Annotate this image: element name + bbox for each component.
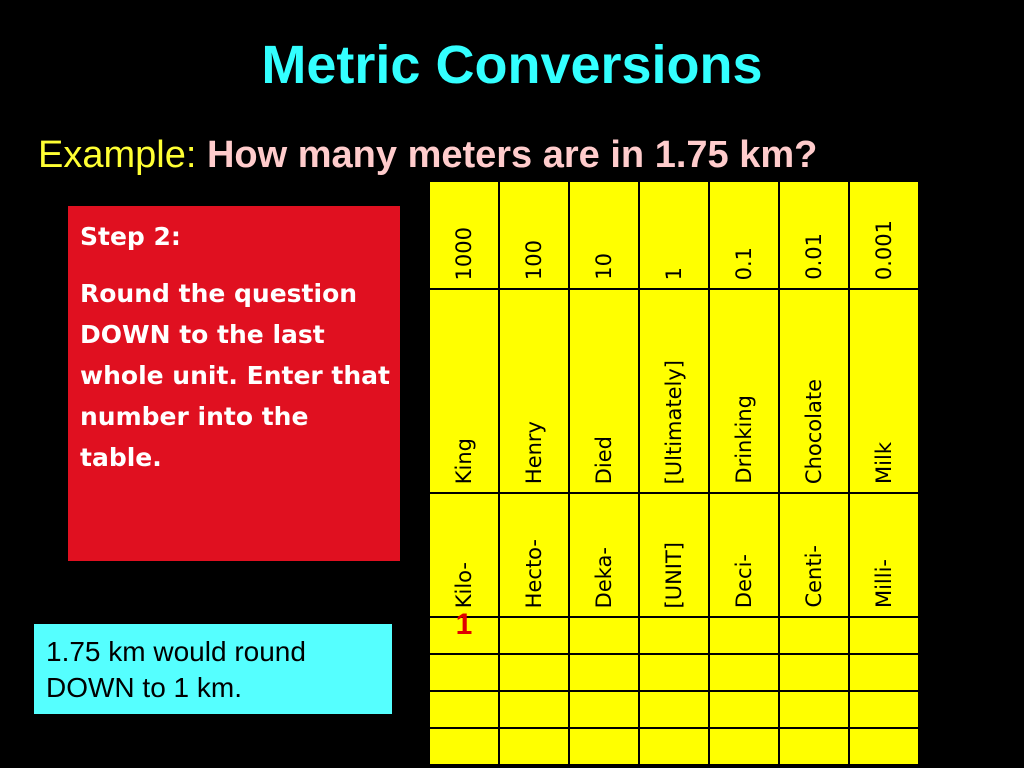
prefix-cell	[849, 493, 919, 617]
entry-cell[interactable]	[429, 691, 499, 728]
prefix-text: [UNIT]	[662, 541, 686, 608]
value-text: 0.01	[802, 233, 826, 280]
entry-cell[interactable]	[429, 608, 499, 654]
entry-cell[interactable]	[639, 728, 709, 765]
mnemonic-cell	[429, 289, 499, 493]
entry-cell[interactable]	[849, 617, 919, 654]
entry-cell[interactable]	[849, 728, 919, 765]
value-text: 1	[662, 266, 686, 280]
prefix-row	[429, 493, 919, 617]
value-text: 0.001	[872, 219, 896, 280]
prefix-cell	[709, 493, 779, 617]
entry-cell[interactable]	[499, 617, 569, 654]
prefix-text: Hecto-	[522, 538, 546, 608]
mnemonic-cell	[569, 289, 639, 493]
entry-cell[interactable]	[779, 691, 849, 728]
value-cell	[639, 181, 709, 289]
prefix-cell	[569, 493, 639, 617]
entry-cell[interactable]	[709, 691, 779, 728]
value-cell	[569, 181, 639, 289]
prefix-text: Kilo-	[452, 561, 476, 608]
prefix-cell	[429, 493, 499, 617]
entry-cell[interactable]	[429, 654, 499, 691]
mnemonic-row	[429, 289, 919, 493]
prefix-text: Milli-	[872, 558, 896, 608]
entry-cell[interactable]	[779, 654, 849, 691]
step-title: Step 2:	[80, 222, 181, 251]
mnemonic-text: Milk	[872, 442, 896, 484]
prefix-text: Deka-	[592, 546, 616, 608]
entry-cell[interactable]	[499, 691, 569, 728]
value-text: 0.1	[732, 246, 756, 280]
page-title: Metric Conversions	[261, 35, 763, 95]
step-body: Round the question DOWN to the last whole unit. Enter that number into the table.	[80, 279, 390, 472]
entry-cell[interactable]	[639, 691, 709, 728]
entry-cell[interactable]	[709, 617, 779, 654]
value-cell	[709, 181, 779, 289]
value-cell	[849, 181, 919, 289]
value-cell	[429, 181, 499, 289]
mnemonic-text: Died	[592, 435, 616, 484]
value-row	[429, 181, 919, 289]
entry-cell[interactable]	[569, 654, 639, 691]
value-text: 100	[522, 239, 546, 280]
entry-cell[interactable]	[499, 654, 569, 691]
mnemonic-cell	[709, 289, 779, 493]
value-text: 10	[592, 253, 616, 280]
entry-cell[interactable]	[569, 691, 639, 728]
mnemonic-text: Henry	[522, 420, 546, 484]
mnemonic-cell	[499, 289, 569, 493]
mnemonic-cell	[639, 289, 709, 493]
mnemonic-cell	[779, 289, 849, 493]
entry-cell[interactable]	[779, 728, 849, 765]
step-box	[68, 206, 400, 561]
entry-value: 1	[455, 608, 473, 641]
entry-cell[interactable]	[709, 728, 779, 765]
entry-cell[interactable]	[429, 728, 499, 765]
conversion-table	[428, 180, 920, 766]
mnemonic-text: King	[452, 437, 476, 484]
mnemonic-text: [Ultimately]	[662, 359, 686, 484]
entry-cell[interactable]	[849, 691, 919, 728]
prefix-text: Centi-	[802, 545, 826, 608]
entry-cell[interactable]	[779, 617, 849, 654]
entry-row	[429, 691, 919, 728]
entry-cell[interactable]	[639, 617, 709, 654]
entry-cell[interactable]	[849, 654, 919, 691]
entry-cell[interactable]	[709, 654, 779, 691]
mnemonic-text: Chocolate	[802, 378, 826, 484]
entry-cell[interactable]	[499, 728, 569, 765]
entry-row	[429, 728, 919, 765]
value-text: 1000	[452, 226, 476, 280]
prefix-cell	[499, 493, 569, 617]
example-question: How many meters are in 1.75 km?	[206, 134, 818, 176]
mnemonic-text: Drinking	[732, 395, 756, 484]
example-line	[38, 132, 817, 178]
mnemonic-cell	[849, 289, 919, 493]
example-label: Example:	[38, 134, 197, 176]
entry-cell[interactable]	[569, 728, 639, 765]
entry-row	[429, 617, 919, 654]
prefix-cell	[639, 493, 709, 617]
entry-cell[interactable]	[569, 617, 639, 654]
answer-box: 1.75 km would round DOWN to 1 km.	[34, 624, 392, 714]
value-cell	[499, 181, 569, 289]
prefix-text: Deci-	[732, 553, 756, 608]
entry-cell[interactable]	[639, 654, 709, 691]
value-cell	[779, 181, 849, 289]
entry-row	[429, 654, 919, 691]
prefix-cell	[779, 493, 849, 617]
